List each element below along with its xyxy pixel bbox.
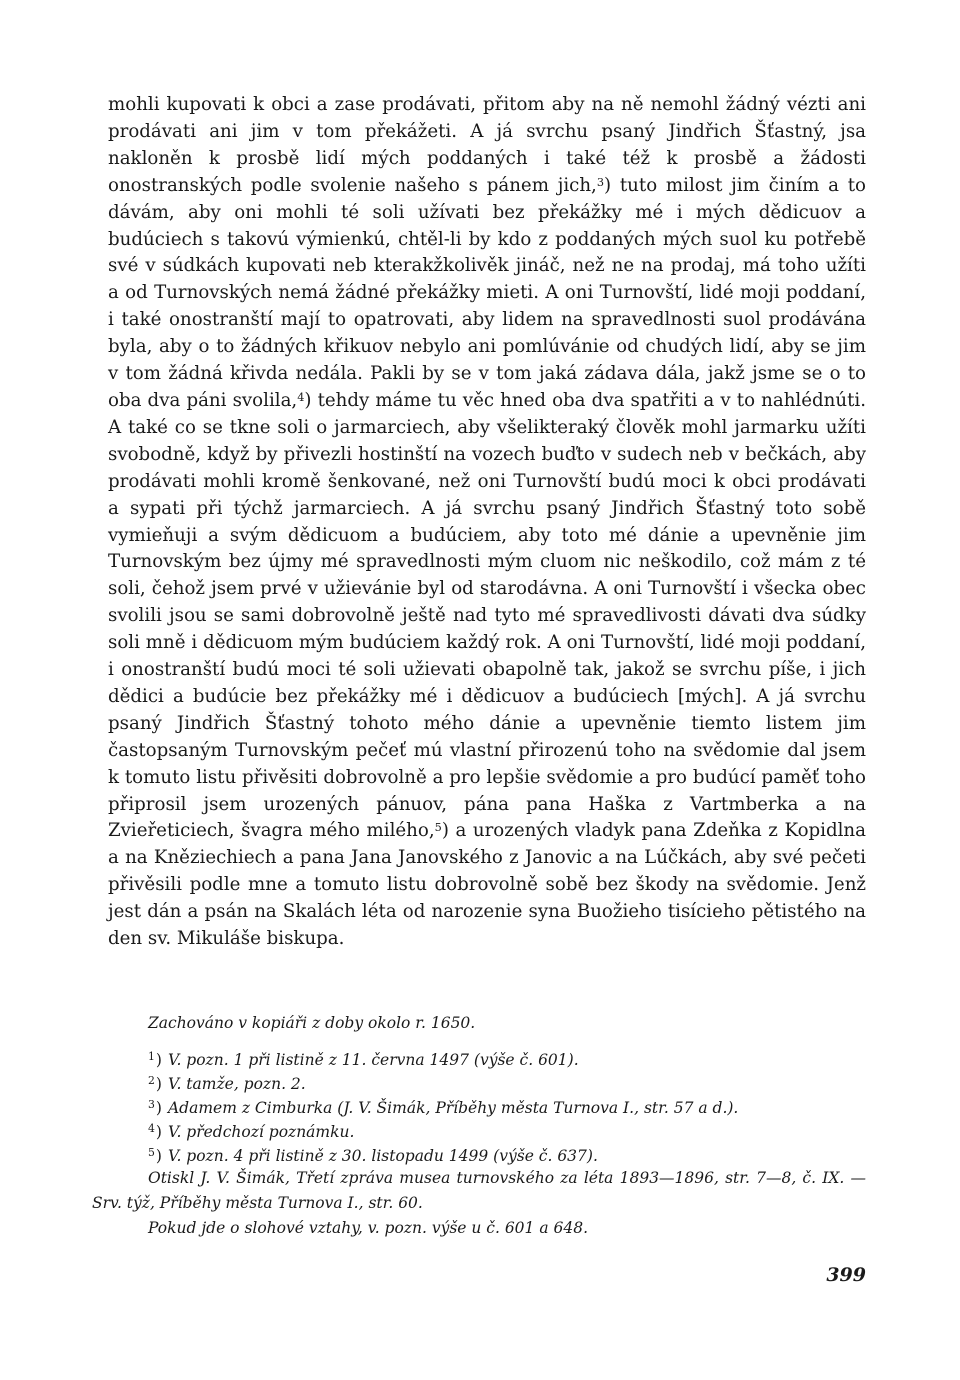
footnote-mark: 3 [148, 1098, 155, 1112]
footnote-text: V. předchozí poznámku. [167, 1123, 355, 1141]
footnote-text: V. tamže, pozn. 2. [167, 1075, 306, 1093]
footnote-mark: 4 [148, 1122, 155, 1136]
footnote-item: $^5$) V. pozn. 4 při listině z 30. listopadu 1499 (výše č. 637). [148, 1146, 598, 1165]
footnote-mark: 1 [148, 1050, 155, 1064]
footnote-item: $^2$) V. tamže, pozn. 2. [148, 1074, 306, 1093]
text-segment-4: ) a urozených vladyk pana Zdeňka z Kopidlna a na Kněziechiech a pana Jana Janovského z Janovic a na Lúčkách, aby své pečeti přivěsili podle mne a tomuto listu dobrovolně sobě bez škody na svědomie. Jenž jest dán a psán na Skalách léta od narozenie syna Buožieho tisícieho pětistého na den sv. Mikuláše biskupa. [108, 820, 866, 950]
text-segment-1: mohli kupovati k obci a zase prodávati, přitom aby na ně nemohl žádný vézti ani prodávati ani jim v tom překážeti. A já svrchu psaný Jindřich Šťastný, jsa nakloněn k prosbě lidí mých poddaných i také též k prosbě a žádosti onostranských podle svolenie našeho s pánem jich, [108, 94, 866, 196]
page-number: 399 [826, 1264, 866, 1286]
edition-notes [92, 1166, 866, 1241]
footnote-item: $^3$) Adamem z Cimburka (J. V. Šimák, Příběhy města Turnova I., str. 57 a d.). [148, 1098, 739, 1117]
text-segment-3: ) tehdy máme tu věc hned oba dva spatřiti a v to nahlédnúti. A také co se tkne soli o jarmarciech, aby všelikteraký člověk mohl jarmarku užíti svobodně, když by přivezli hostinští na vozech buďto v sudech neb v bečkách, aby prodávati mohli kromě šenkované, než oni Turnovští budú moci k obci prodávati a sypati při týchž jarmarciech. A já svrchu psaný Jindřich Šťastný toto sobě vymieňuji a svým dědicuom a budúciem, aby toto mé dánie a upevněnie jim Turnovským bez újmy mé spravedlnosti mým cluom nic neškodilo, což mám z té soli, čehož jsem prvé v užievánie byl od starodávna. A oni Turnovští i všecka obec svolili jsou se sami dobrovolně ještě nad tyto mé spravedlivosti dávati dva súdky soli mně i dědicuom mým budúciem každý rok. A oni Turnovští, lidé moji poddaní, i onostranští budú moci té soli užievati obapolně tak, jakož se svrchu píše, i jich dědici a budúcie bez překážky mé i dědicuov a budúciech [mých]. A já svrchu psaný Jindřich Šťastný tohoto mého dánie a upevněnie tiemto listem jim častopsaným Turnovským pečeť mú vlastní přirozenú toho na svědomie dal jsem k tomuto listu přivěsiti dobrovolně a pro lepšie svědomie a pro budúcí paměť toho připrosil jsem urozených pánuov, pána pana Haška z Vartmberka a na Zvieřeticiech, švagra mého milého, [108, 389, 866, 842]
footnote-text: V. pozn. 4 při listině z 30. listopadu 1499 (výše č. 637). [167, 1147, 598, 1165]
footnote-item: $^1$) V. pozn. 1 při listině z 11. června 1497 (výše č. 601). [148, 1050, 579, 1069]
style-note: Pokud jde o slohové vztahy, v. pozn. výše u č. 601 a 648. [148, 1219, 589, 1237]
footnote-list [148, 1048, 866, 1168]
printed-edition-note: Otiskl J. V. Šimák, Třetí zpráva musea turnovského za léta 1893—1896, str. 7—8, č. IX. — Srv. týž, Příběhy města Turnova I., str. 60. [92, 1169, 866, 1212]
footnote-text: Adamem z Cimburka (J. V. Šimák, Příběhy města Turnova I., str. 57 a d.). [167, 1099, 739, 1117]
text-segment-2: ) tuto milost jim činím a to dávám, aby oni mohli té soli užívati bez překážky mé i mých dědicuov a budúciech s takovú výmienkú, chtěl-li by kdo z poddaných mých suol ku potřebě své v súdkách kupovati neb kterakžkolivěk jináč, než ne na prodaj, má toho užíti a od Turnovských nemá žádné překážky mieti. A oni Turnovští, lidé moji poddaní, i také onostranští mají to opatrovati, aby lidem na spravedlnosti suol prodávána byla, aby o to žádných křikuov nebylo ani pomlúvánie od chudých lidí, aby se jim v tom žádná křivda nedála. Pakli by se v tom jaká zádava dála, jakž jsme se o to oba dva páni svolila, [108, 174, 867, 411]
charter-text [108, 92, 866, 953]
charter-paragraph [108, 92, 866, 953]
footnote-text: V. pozn. 1 při listině z 11. června 1497 (výše č. 601). [167, 1051, 579, 1069]
footnote-item: $^4$) V. předchozí poznámku. [148, 1122, 355, 1141]
footnote-mark: 5 [148, 1146, 155, 1160]
footnote-ref-4: 4 [297, 390, 305, 404]
source-note: Zachováno v kopiáři z doby okolo r. 1650. [148, 1014, 476, 1032]
footnote-ref-5: 5 [434, 821, 442, 835]
footnote-mark: 2 [148, 1074, 155, 1088]
footnote-ref-3: 3 [596, 175, 605, 189]
